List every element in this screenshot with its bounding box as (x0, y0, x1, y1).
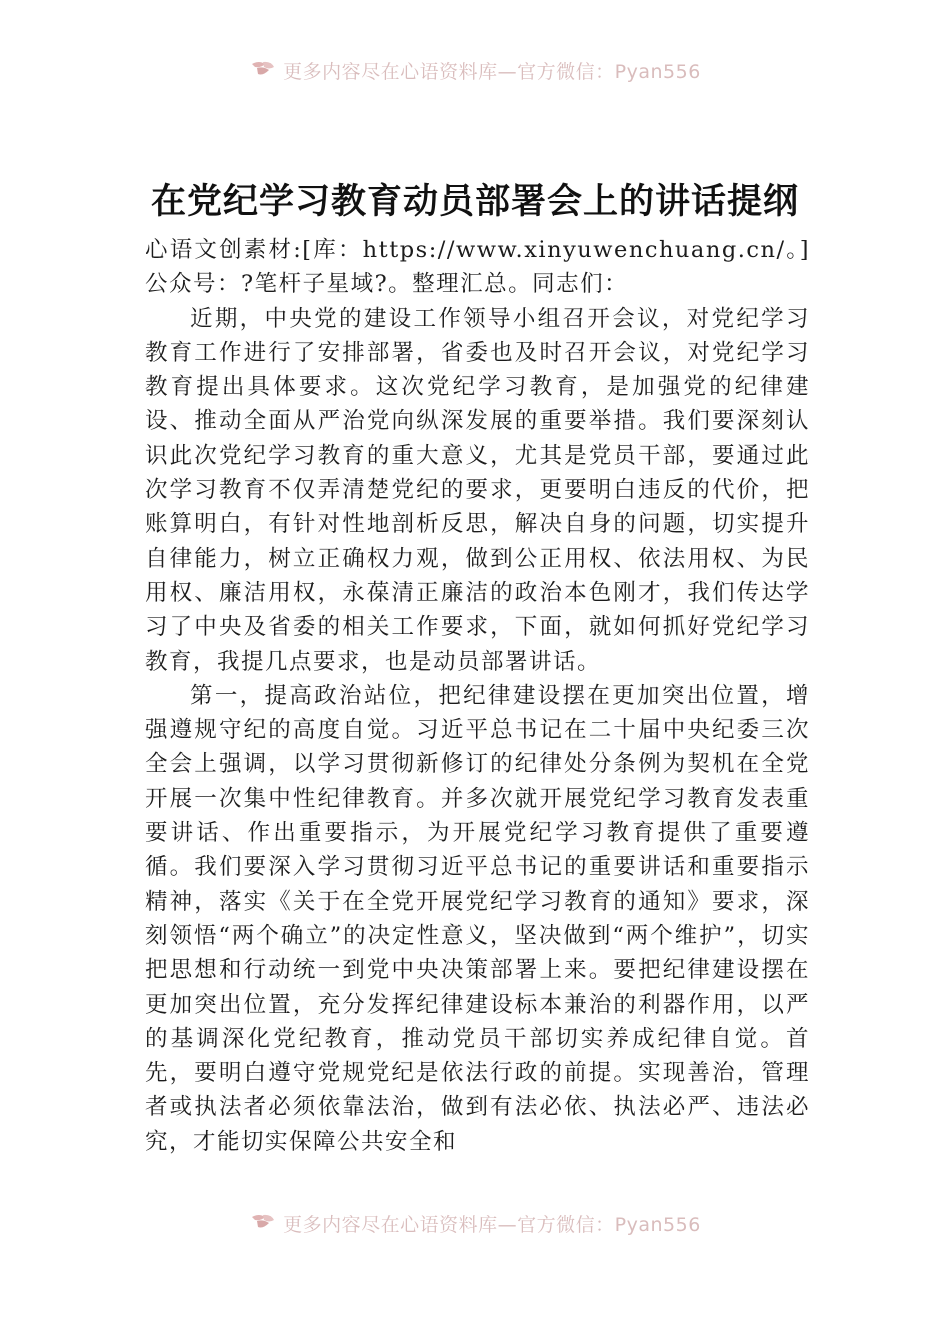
watermark-text: 更多内容尽在心语资料库—官方微信：Pyan556 (283, 1213, 701, 1236)
watermark-footer (0, 1208, 950, 1238)
watermark-header (0, 55, 950, 85)
source-line: 心语文创素材:[库：https://www.xinyuwenchuang.cn/。]公众号：?笔杆子星域?。整理汇总。同志们： (145, 237, 810, 298)
watermark-text: 更多内容尽在心语资料库—官方微信：Pyan556 (283, 60, 701, 83)
logo-icon (249, 58, 277, 82)
logo-icon (249, 1211, 277, 1235)
document-body (145, 233, 810, 1159)
paragraph: 近期，中央党的建设工作领导小组召开会议，对党纪学习教育工作进行了安排部署，省委也及时召开会议，对党纪学习教育提出具体要求。这次党纪学习教育，是加强党的纪律建设、推动全面从严治党向纵深发展的重要举措。我们要深刻认识此次党纪学习教育的重大意义，尤其是党员干部，要通过此次学习教育不仅弄清楚党纪的要求，更要明白违反的代价，把账算明白，有针对性地剖析反思，解决自身的问题，切实提升自律能力，树立正确权力观，做到公正用权、依法用权、为民用权、廉洁用权，永葆清正廉洁的政治本色刚才，我们传达学习了中央及省委的相关工作要求，下面，就如何抓好党纪学习教育，我提几点要求，也是动员部署讲话。 (145, 305, 810, 675)
paragraph: 第一，提高政治站位，把纪律建设摆在更加突出位置，增强遵规守纪的高度自觉。习近平总书记在二十届中央纪委三次全会上强调，以学习贯彻新修订的纪律处分条例为契机在全党开展一次集中性纪律教育。并多次就开展党纪学习教育发表重要讲话、作出重要指示，为开展党纪学习教育提供了重要遵循。我们要深入学习贯彻习近平总书记的重要讲话和重要指示精神，落实《关于在全党开展党纪学习教育的通知》要求，深刻领悟“两个确立”的决定性意义，坚决做到“两个维护”，切实把思想和行动统一到党中央决策部署上来。要把纪律建设摆在更加突出位置，充分发挥纪律建设标本兼治的利器作用，以严的基调深化党纪教育，推动党员干部切实养成纪律自觉。首先，要明白遵守党规党纪是依法行政的前提。实现善治，管理者或执法者必须依靠法治，做到有法必依、执法必严、违法必究，才能切实保障公共安全和 (145, 682, 810, 1155)
document-title: 在党纪学习教育动员部署会上的讲话提纲 (150, 181, 799, 222)
